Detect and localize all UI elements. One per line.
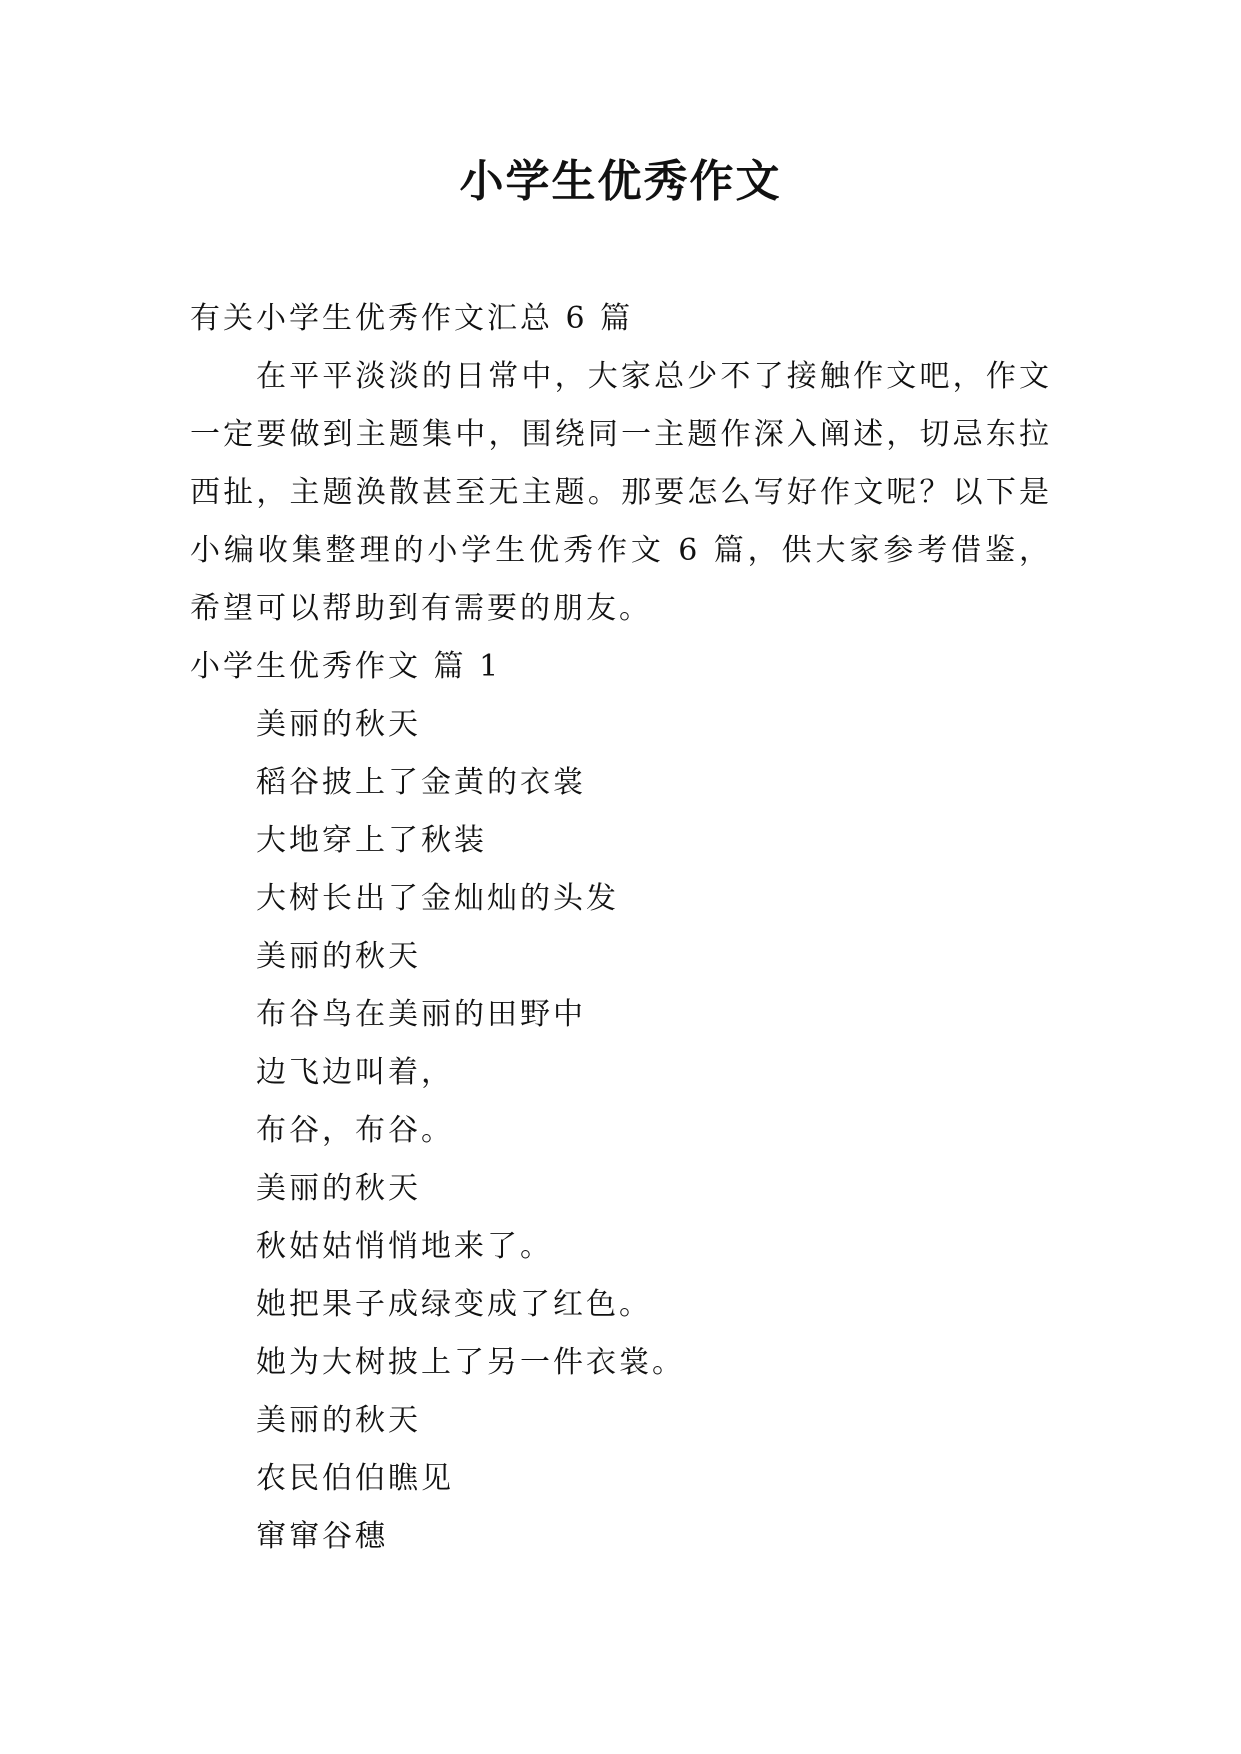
- poem-line: 布谷，布谷。: [256, 1113, 454, 1148]
- poem-line: 农民伯伯瞧见: [256, 1461, 454, 1496]
- poem-line: 窜窜谷穗: [256, 1519, 388, 1554]
- document-body: [190, 290, 1052, 1566]
- poem-line: 秋姑姑悄悄地来了。: [256, 1229, 553, 1264]
- poem-line: 大地穿上了秋装: [256, 823, 487, 858]
- poem-line: 她把果子成绿变成了红色。: [256, 1287, 652, 1322]
- section-heading: 小学生优秀作文 篇 1: [190, 649, 502, 684]
- poem-line: 布谷鸟在美丽的田野中: [256, 997, 586, 1032]
- poem-line: 美丽的秋天: [256, 1403, 421, 1438]
- poem-line: 美丽的秋天: [256, 707, 421, 742]
- poem-line: 她为大树披上了另一件衣裳。: [256, 1345, 685, 1380]
- poem: [190, 696, 1052, 1566]
- poem-line: 大树长出了金灿灿的头发: [256, 881, 619, 916]
- poem-line: 稻谷披上了金黄的衣裳: [256, 765, 586, 800]
- poem-line: 美丽的秋天: [256, 1171, 421, 1206]
- intro-paragraph: 在平平淡淡的日常中，大家总少不了接触作文吧，作文一定要做到主题集中，围绕同一主题作深入阐述，切忌东拉西扯，主题涣散甚至无主题。那要怎么写好作文呢？以下是小编收集整理的小学生优秀作文 6 篇，供大家参考借鉴，希望可以帮助到有需要的朋友。: [190, 359, 1052, 626]
- poem-line: 美丽的秋天: [256, 939, 421, 974]
- poem-line: 边飞边叫着，: [256, 1055, 454, 1090]
- document-title: 小学生优秀作文: [459, 156, 782, 207]
- document-subtitle: 有关小学生优秀作文汇总 6 篇: [190, 301, 634, 336]
